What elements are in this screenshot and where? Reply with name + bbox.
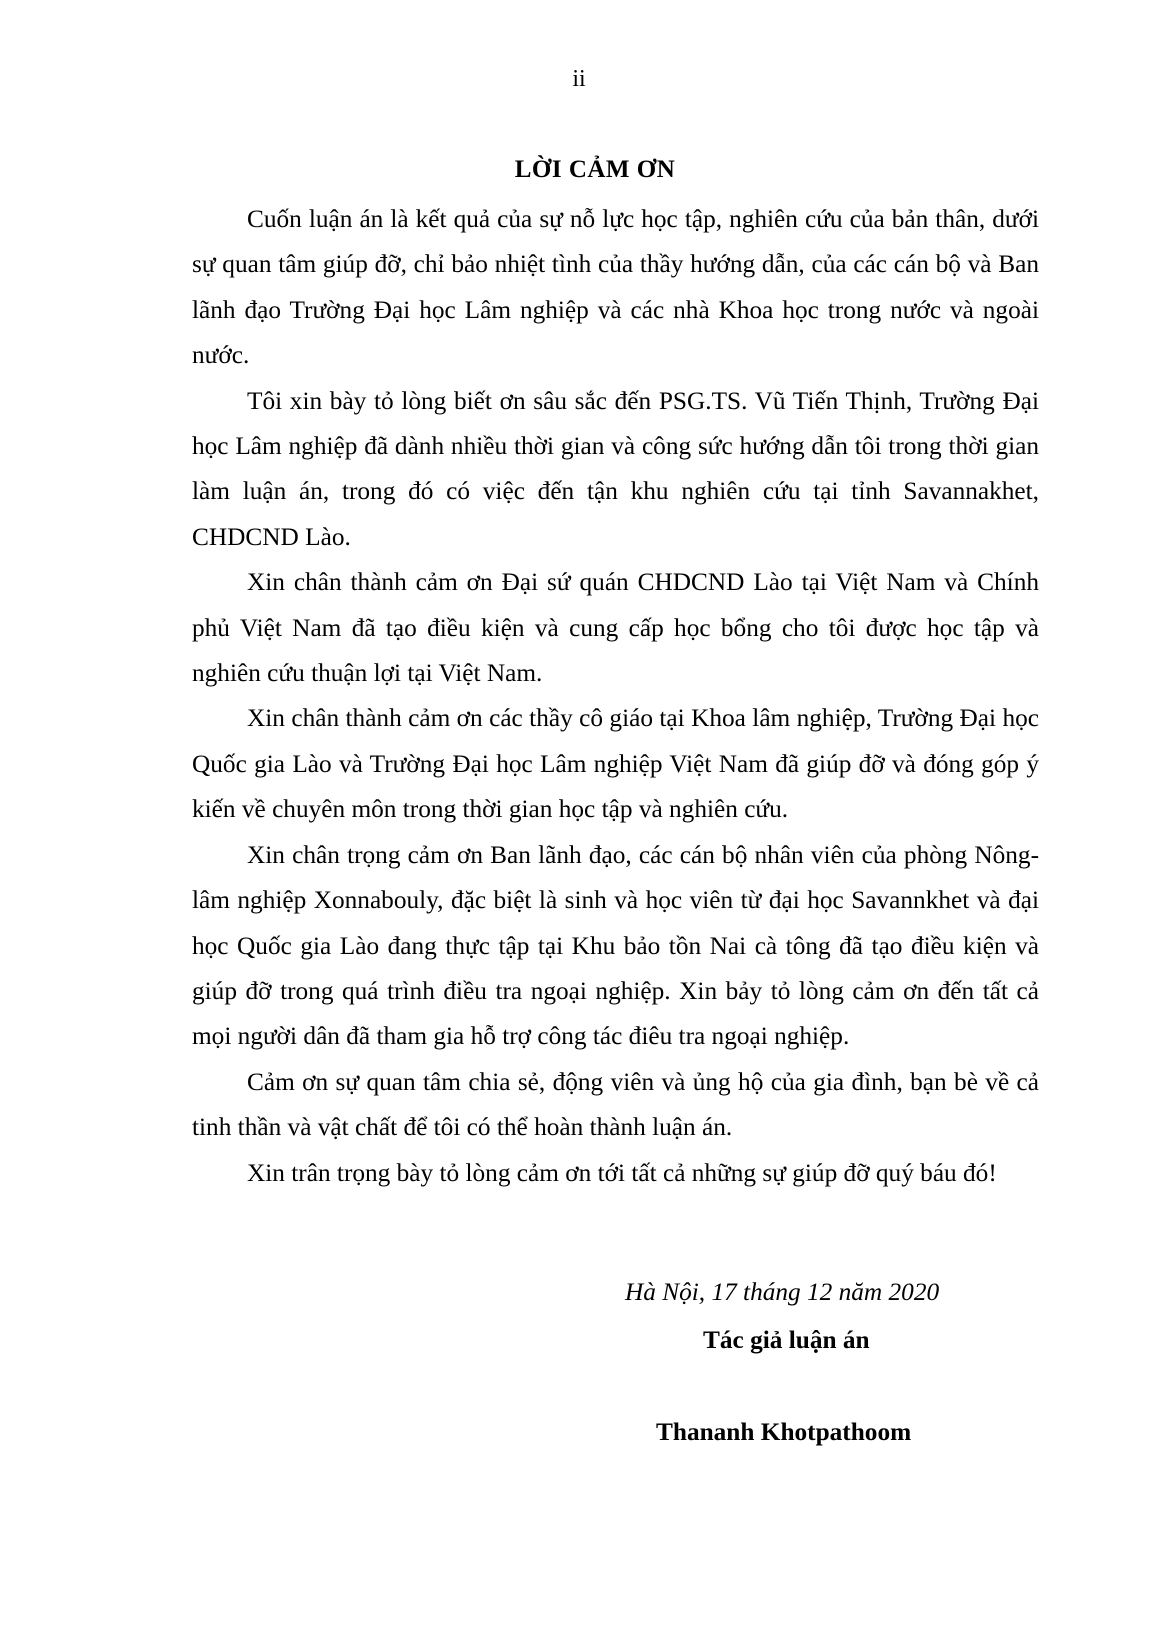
- paragraph: Tôi xin bày tỏ lòng biết ơn sâu sắc đến PSG.TS. Vũ Tiến Thịnh, Trường Đại học Lâm nghiệp đã dành nhiều thời gian và công sức hướng dẫn tôi trong thời gian làm luận án, trong đó có việc đến tận khu nghiên cứu tại tỉnh Savannakhet, CHDCND Lào.: [192, 386, 1039, 551]
- page-number: ii: [572, 66, 586, 92]
- paragraph: Xin trân trọng bày tỏ lòng cảm ơn tới tất cả những sự giúp đỡ quý báu đó!: [247, 1158, 997, 1187]
- author-label: Tác giả luận án: [703, 1326, 870, 1354]
- acknowledgement-body: [192, 197, 1039, 1196]
- paragraph: Xin chân trọng cảm ơn Ban lãnh đạo, các cán bộ nhân viên của phòng Nông-lâm nghiệp Xonnabouly, đặc biệt là sinh và học viên từ đại học Savannkhet và đại học Quốc gia Lào đang thực tập tại Khu bảo tồn Nai cà tông đã tạo điều kiện và giúp đỡ trong quá trình điều tra ngoại nghiệp. Xin bảy tỏ lòng cảm ơn đến tất cả mọi người dân đã tham gia hỗ trợ công tác điêu tra ngoại nghiệp.: [192, 840, 1039, 1051]
- paragraph: Xin chân thành cảm ơn các thầy cô giáo tại Khoa lâm nghiệp, Trường Đại học Quốc gia Lào và Trường Đại học Lâm nghiệp Việt Nam đã giúp đỡ và đóng góp ý kiến về chuyên môn trong thời gian học tập và nghiên cứu.: [192, 704, 1039, 824]
- signature-date: Hà Nội, 17 tháng 12 năm 2020: [625, 1278, 940, 1306]
- paragraph: Xin chân thành cảm ơn Đại sứ quán CHDCND Lào tại Việt Nam và Chính phủ Việt Nam đã tạo điều kiện và cung cấp học bổng cho tôi được học tập và nghiên cứu thuận lợi tại Việt Nam.: [192, 568, 1039, 688]
- page-title: LỜI CẢM ƠN: [514, 156, 676, 183]
- author-name: Thananh Khotpathoom: [656, 1418, 912, 1446]
- paragraph: Cảm ơn sự quan tâm chia sẻ, động viên và ủng hộ của gia đình, bạn bè về cả tinh thần và vật chất để tôi có thể hoàn thành luận án.: [192, 1067, 1039, 1142]
- paragraph: Cuốn luận án là kết quả của sự nỗ lực học tập, nghiên cứu của bản thân, dưới sự quan tâm giúp đỡ, chỉ bảo nhiệt tình của thầy hướng dẫn, của các cán bộ và Ban lãnh đạo Trường Đại học Lâm nghiệp và các nhà Khoa học trong nước và ngoài nước.: [192, 205, 1039, 370]
